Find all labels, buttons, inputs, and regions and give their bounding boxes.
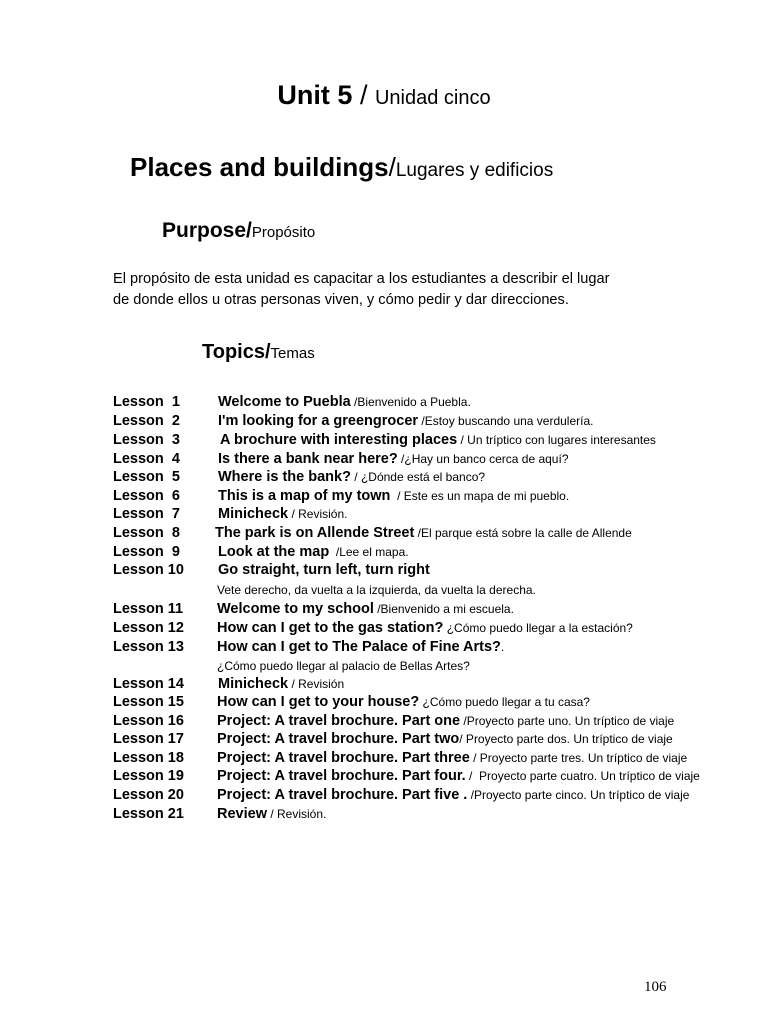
- lesson-number: Lesson 19: [113, 768, 184, 784]
- lesson-title-es: / Proyecto parte cuatro. Un tríptico de viaje: [465, 769, 700, 783]
- lesson-title: [217, 620, 633, 636]
- lesson-title-en: Project: A travel brochure. Part two: [217, 731, 460, 747]
- lesson-title-en: Project: A travel brochure. Part one: [217, 713, 461, 729]
- unit-number: Unit 5: [277, 80, 353, 110]
- lesson-number: Lesson 1: [113, 394, 180, 410]
- lesson-title-es: .: [500, 640, 505, 654]
- lesson-title-en: Review: [217, 806, 267, 822]
- lesson-title-es: /Estoy buscando una verdulería.: [418, 414, 594, 428]
- section-heading: [130, 152, 553, 183]
- lesson-number: Lesson 5: [113, 469, 180, 485]
- lesson-number: Lesson 3: [113, 432, 180, 448]
- lesson-title-en: How can I get to the gas station?: [217, 620, 444, 636]
- lesson-10-translation: Vete derecho, da vuelta a la izquierda, da vuelta la derecha.: [217, 583, 536, 597]
- lesson-number: Lesson 21: [113, 806, 184, 822]
- lesson-title: [218, 562, 430, 578]
- lesson-title-es: /Proyecto parte uno. Un tríptico de viaje: [460, 714, 675, 728]
- lesson-title-es: / Este es un mapa de mi pueblo.: [390, 489, 570, 503]
- lesson-title-es: / Proyecto parte dos. Un tríptico de viaje: [459, 732, 673, 746]
- lesson-number: Lesson 12: [113, 620, 184, 636]
- lesson-title: [217, 731, 673, 747]
- lesson-title-es: / Un tríptico con lugares interesantes: [457, 433, 656, 447]
- lesson-number: Lesson 4: [113, 451, 180, 467]
- lesson-title-en: This is a map of my town: [218, 488, 391, 504]
- topics-subtitle: Temas: [270, 345, 315, 362]
- lesson-number: Lesson 8: [113, 525, 180, 541]
- page-number: 106: [644, 979, 667, 995]
- lesson-title: [217, 694, 590, 710]
- heading-subtitle: Lugares y edificios: [395, 160, 554, 181]
- lesson-title-en: The park is on Allende Street: [215, 525, 415, 541]
- lesson-title: [217, 787, 689, 803]
- lesson-title-en: Go straight, turn left, turn right: [218, 562, 430, 578]
- lesson-title-es: /Lee el mapa.: [329, 545, 409, 559]
- heading-title: Places and buildings: [130, 152, 389, 182]
- lesson-number: Lesson 13: [113, 639, 184, 655]
- lesson-title: [218, 676, 344, 692]
- lesson-title: [217, 713, 674, 729]
- lesson-title: [218, 488, 569, 504]
- intro-line-1: El propósito de esta unidad es capacitar a los estudiantes a describir el lugar: [113, 271, 610, 287]
- intro-paragraph: [113, 269, 609, 311]
- lesson-title-en: Look at the map: [218, 544, 330, 560]
- lesson-title: [217, 639, 504, 655]
- lesson-number: Lesson 16: [113, 713, 184, 729]
- lesson-title-es: /Bienvenido a mi escuela.: [373, 602, 514, 616]
- lesson-title: [218, 451, 569, 467]
- lesson-title-en: Minicheck: [218, 506, 289, 522]
- lesson-title-en: How can I get to The Palace of Fine Arts?: [217, 639, 501, 655]
- lesson-number: Lesson 11: [113, 601, 184, 617]
- lesson-title: [218, 544, 409, 560]
- unit-title: [0, 80, 768, 111]
- lesson-title-es: ¿Cómo puedo llegar a tu casa?: [419, 695, 590, 709]
- lesson-title-en: How can I get to your house?: [217, 694, 420, 710]
- purpose-heading: [162, 219, 315, 243]
- lesson-title: [218, 506, 347, 522]
- topics-heading: [202, 341, 315, 364]
- lesson-title: [217, 750, 687, 766]
- lesson-title-es: / Revisión: [288, 677, 345, 691]
- intro-line-2: de donde ellos u otras personas viven, y cómo pedir y dar direcciones.: [113, 292, 569, 308]
- lesson-number: Lesson 9: [113, 544, 180, 560]
- lesson-title-es: / Revisión.: [266, 807, 327, 821]
- lesson-number: Lesson 20: [113, 787, 184, 803]
- lesson-title: [220, 432, 656, 448]
- lesson-title: [218, 394, 471, 410]
- lesson-number: Lesson 10: [113, 562, 184, 578]
- lesson-title-en: Welcome to my school: [217, 601, 374, 617]
- lesson-title: [215, 525, 632, 541]
- lesson-number: Lesson 18: [113, 750, 184, 766]
- lesson-title: [218, 413, 594, 429]
- lesson-title-es: / ¿Dónde está el banco?: [350, 470, 486, 484]
- lesson-title-es: ¿Cómo puedo llegar a la estación?: [443, 621, 633, 635]
- unit-subtitle: Unidad cinco: [374, 87, 491, 109]
- lesson-title-en: Project: A travel brochure. Part four.: [217, 768, 466, 784]
- lesson-title-en: Minicheck: [218, 676, 289, 692]
- lesson-title: [218, 469, 485, 485]
- lesson-title-en: Welcome to Puebla: [218, 394, 351, 410]
- lesson-number: Lesson 7: [113, 506, 180, 522]
- unit-separator: /: [352, 80, 375, 110]
- lesson-title-en: Project: A travel brochure. Part five .: [217, 787, 468, 803]
- lesson-title-en: Is there a bank near here?: [218, 451, 398, 467]
- lesson-number: Lesson 17: [113, 731, 184, 747]
- lesson-number: Lesson 15: [113, 694, 184, 710]
- lesson-title-en: I'm looking for a greengrocer: [218, 413, 419, 429]
- lesson-title-en: Project: A travel brochure. Part three: [217, 750, 470, 766]
- lesson-number: Lesson 14: [113, 676, 184, 692]
- lesson-title: [217, 768, 700, 784]
- lesson-title-es: /El parque está sobre la calle de Allende: [414, 526, 632, 540]
- purpose-subtitle: Propósito: [251, 224, 316, 241]
- lesson-title-es: / Proyecto parte tres. Un tríptico de viaje: [469, 751, 688, 765]
- purpose-label: Purpose/: [162, 219, 252, 242]
- lesson-title-es: /Proyecto parte cinco. Un tríptico de viaje: [467, 788, 690, 802]
- lesson-number: Lesson 6: [113, 488, 180, 504]
- lesson-title: [217, 601, 514, 617]
- lesson-title-es: /¿Hay un banco cerca de aquí?: [397, 452, 569, 466]
- heading-separator: /: [388, 152, 396, 182]
- lesson-number: Lesson 2: [113, 413, 180, 429]
- topics-label: Topics/: [202, 341, 271, 363]
- lesson-title-es: /Bienvenido a Puebla.: [350, 395, 471, 409]
- lesson-title-en: A brochure with interesting places: [220, 432, 458, 448]
- lesson-13-translation: ¿Cómo puedo llegar al palacio de Bellas Artes?: [217, 659, 470, 673]
- lesson-title: [217, 806, 326, 822]
- lesson-title-en: Where is the bank?: [218, 469, 351, 485]
- lesson-title-es: / Revisión.: [288, 507, 348, 521]
